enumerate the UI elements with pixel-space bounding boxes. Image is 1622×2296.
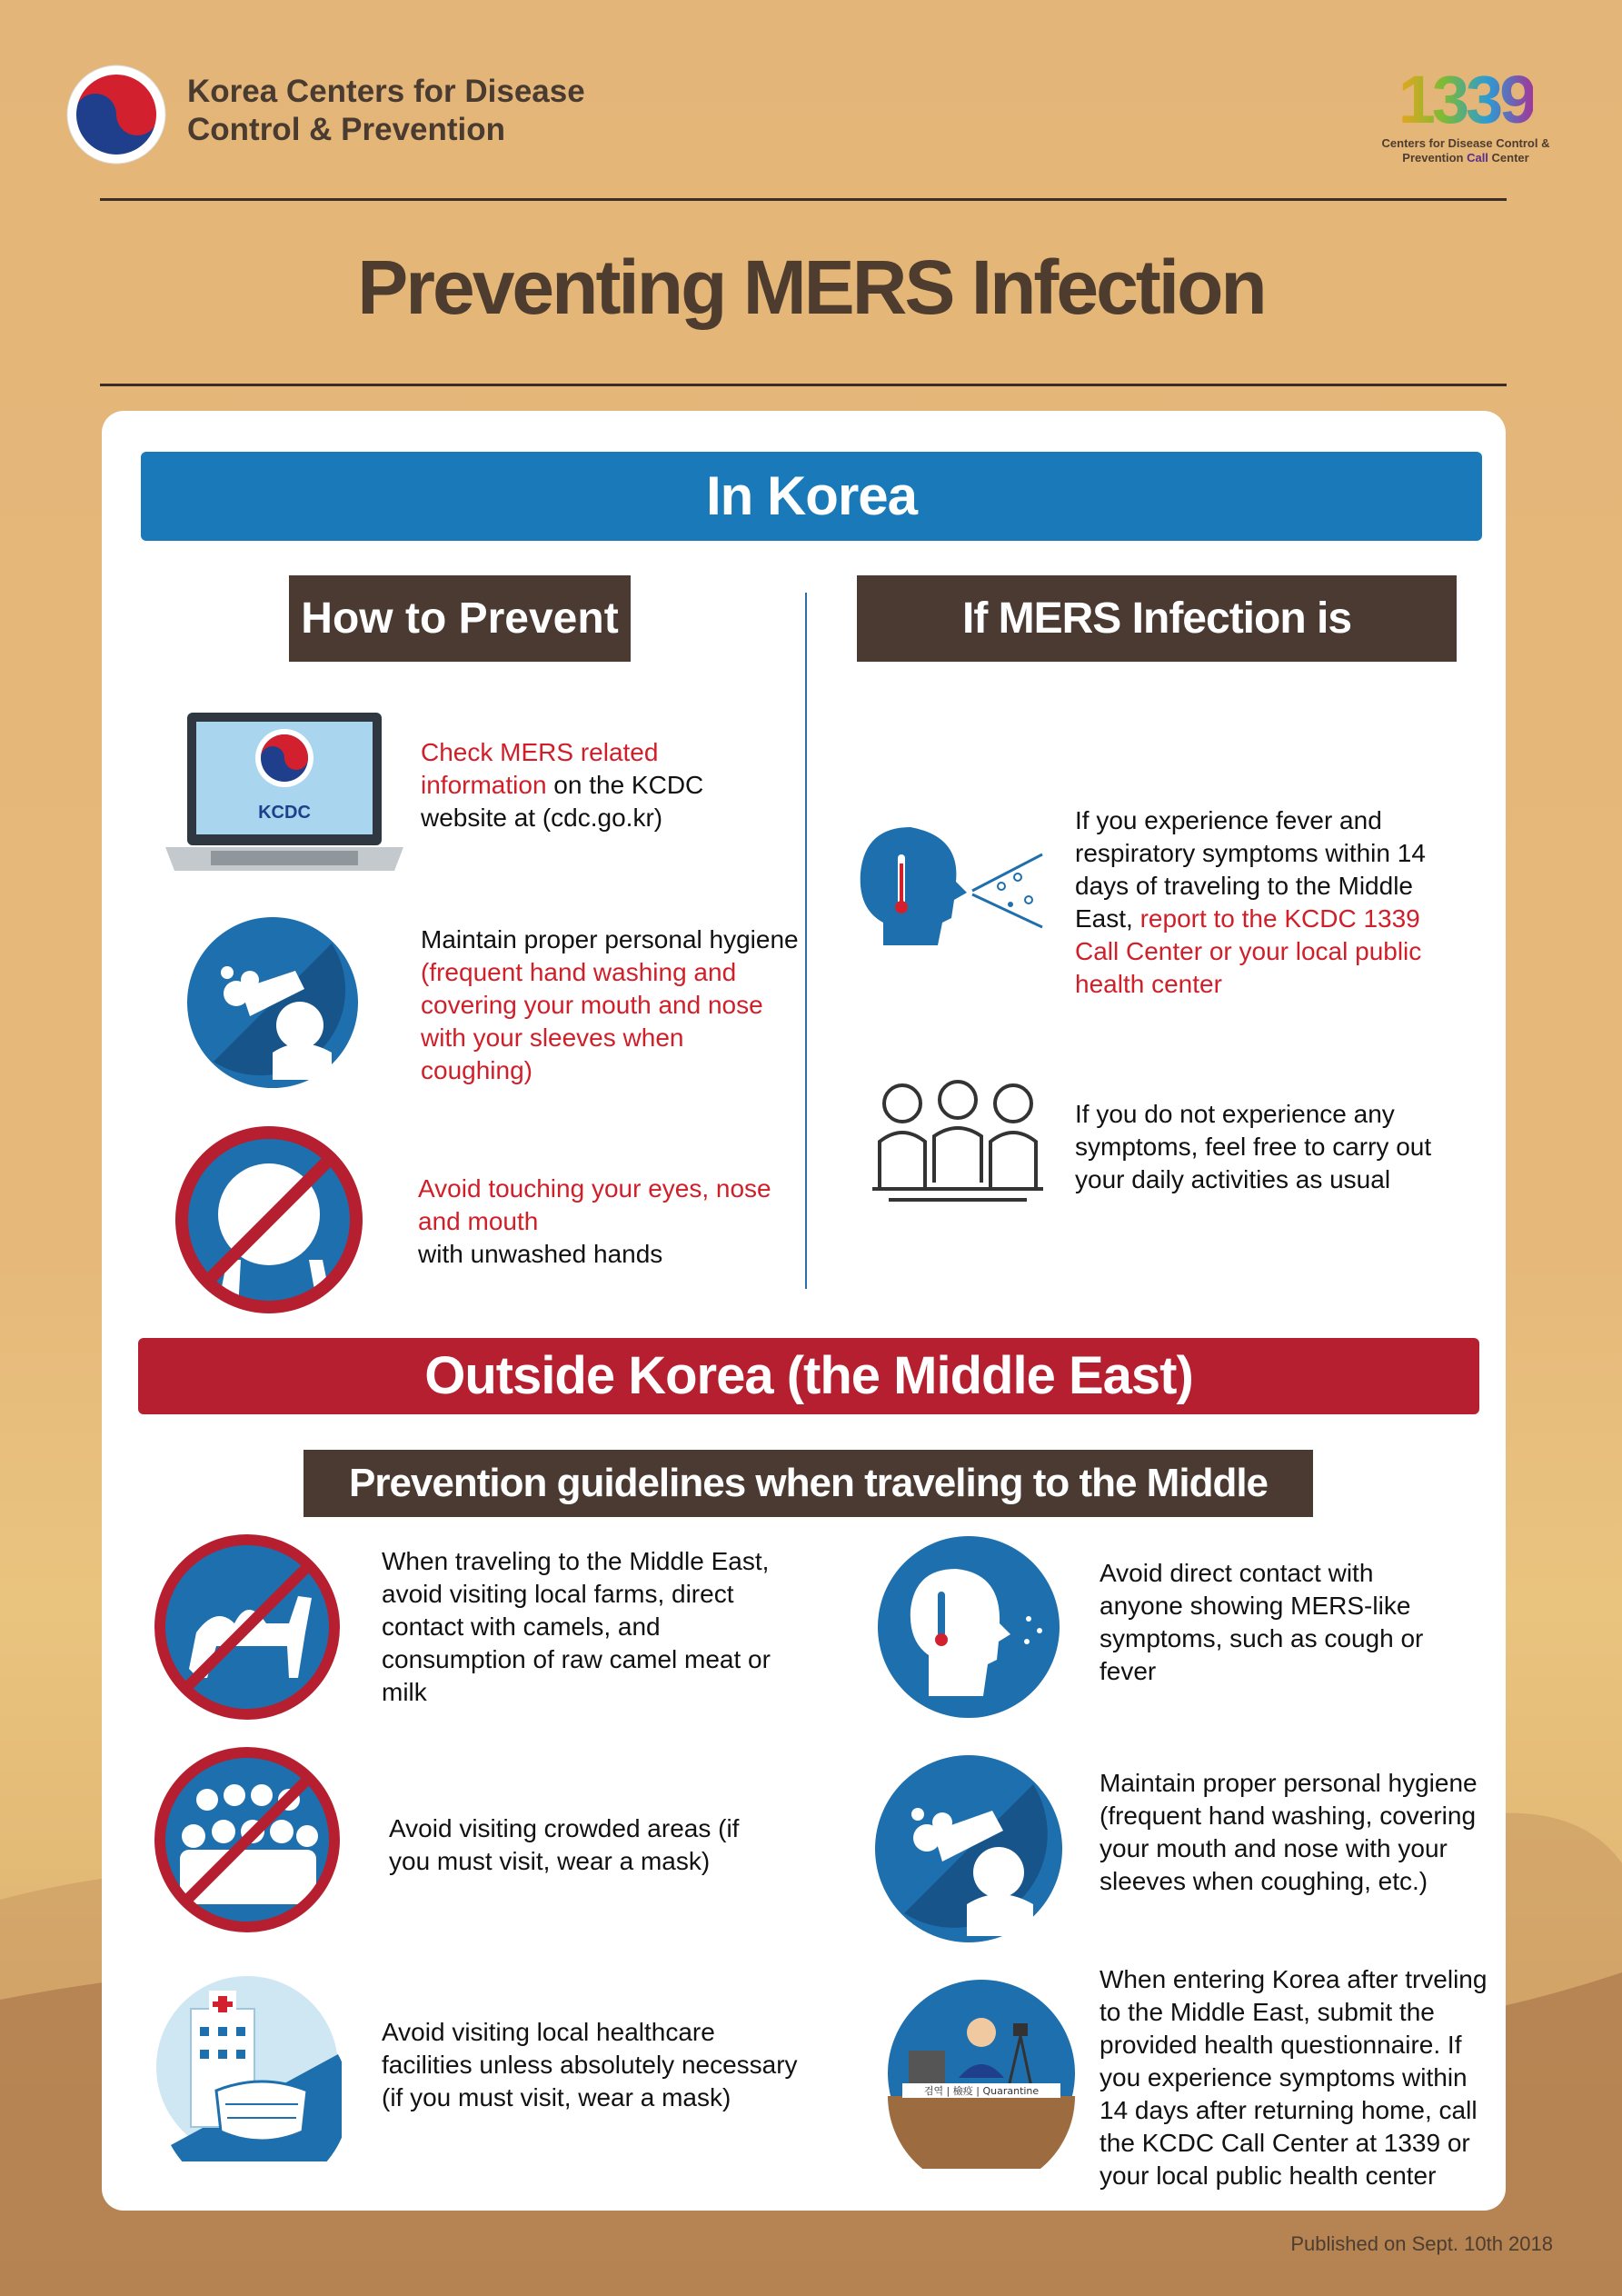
if-suspected-heading: If MERS Infection is Suspected	[857, 575, 1457, 662]
callcenter-line-2: Prevention Call Center	[1402, 151, 1529, 165]
avoid-symptomatic-contact-icon	[874, 1532, 1063, 1722]
avoid-camels-text: When traveling to the Middle East, avoid visiting local farms, direct contact with camels, and consumption of raw camel meat or milk	[382, 1547, 771, 1706]
published-date: Published on Sept. 10th 2018	[1290, 2232, 1553, 2255]
laptop-kcdc-icon	[160, 711, 409, 874]
avoid-touching-text: Avoid touching your eyes, nose and mouth with unwashed hands	[418, 1174, 771, 1268]
travel-guidelines-heading: Prevention guidelines when traveling to the Middle East	[304, 1450, 1313, 1517]
callcenter-1339-logo	[1372, 64, 1559, 165]
quarantine-checkpoint-icon	[886, 1978, 1077, 2169]
kcdc-website-text: Check MERS related information on the KCDC website at (cdc.go.kr)	[421, 738, 704, 832]
avoid-healthcare-text: Avoid visiting local healthcare facilities unless absolutely necessary (if you must visit, wear a mask)	[382, 2018, 798, 2111]
personal-hygiene-text: Maintain proper personal hygiene (frequent hand washing and covering your mouth and nose with your sleeves when coughing)	[421, 925, 799, 1084]
kcdc-taegeuk-logo	[65, 64, 167, 165]
avoid-crowds-text: Avoid visiting crowded areas (if you must visit, wear a mask)	[389, 1814, 740, 1875]
avoid-contact-text: Avoid direct contact with anyone showing MERS-like symptoms, such as cough or fever	[1100, 1559, 1424, 1685]
hospital-mask-icon	[153, 1972, 342, 2161]
entering-korea-text: When entering Korea after trveling to the Middle East, submit the provided health questionnaire. If you experience symptoms within 14 days after returning home, call the KCDC Call Center at 1339 or your local public health center	[1100, 1965, 1488, 2190]
callcenter-number: 1339	[1398, 62, 1534, 137]
organization-name	[187, 73, 585, 149]
how-to-prevent-heading: How to Prevent	[289, 575, 631, 662]
header-divider-bottom	[100, 384, 1507, 386]
hygiene-handwash-icon-2	[874, 1754, 1063, 1943]
page-title: Preventing MERS Infection	[357, 245, 1265, 330]
no-crowds-icon	[153, 1745, 342, 1934]
suspected-report-text: If you experience fever and respiratory symptoms within 14 days of traveling to the Middle East, report to the KCDC 1339 Call Center or your local public health center	[1075, 806, 1426, 998]
hygiene-text-2: Maintain proper personal hygiene (frequent hand washing, covering your mouth and nose with your sleeves when coughing, etc.)	[1100, 1769, 1478, 1895]
header-divider-top	[100, 198, 1507, 201]
fever-cough-icon	[856, 818, 1047, 945]
kcdc-screen-label: KCDC	[258, 803, 311, 823]
org-line-1: Korea Centers for Disease	[187, 74, 585, 109]
no-symptoms-text: If you do not experience any symptoms, feel free to carry out your daily activities as usual	[1075, 1100, 1432, 1193]
daily-activities-people-icon	[871, 1078, 1045, 1205]
no-touching-face-icon	[173, 1123, 365, 1316]
no-camel-icon	[153, 1532, 342, 1722]
quarantine-label: 검역 | 檢疫 | Quarantine	[923, 2085, 1040, 2097]
column-divider	[805, 593, 807, 1289]
callcenter-line-1: Centers for Disease Control &	[1381, 136, 1550, 150]
hygiene-handwash-icon	[186, 916, 359, 1089]
in-korea-banner: In Korea	[141, 452, 1482, 541]
org-line-2: Control & Prevention	[187, 112, 506, 147]
outside-korea-banner: Outside Korea (the Middle East)	[138, 1338, 1479, 1414]
